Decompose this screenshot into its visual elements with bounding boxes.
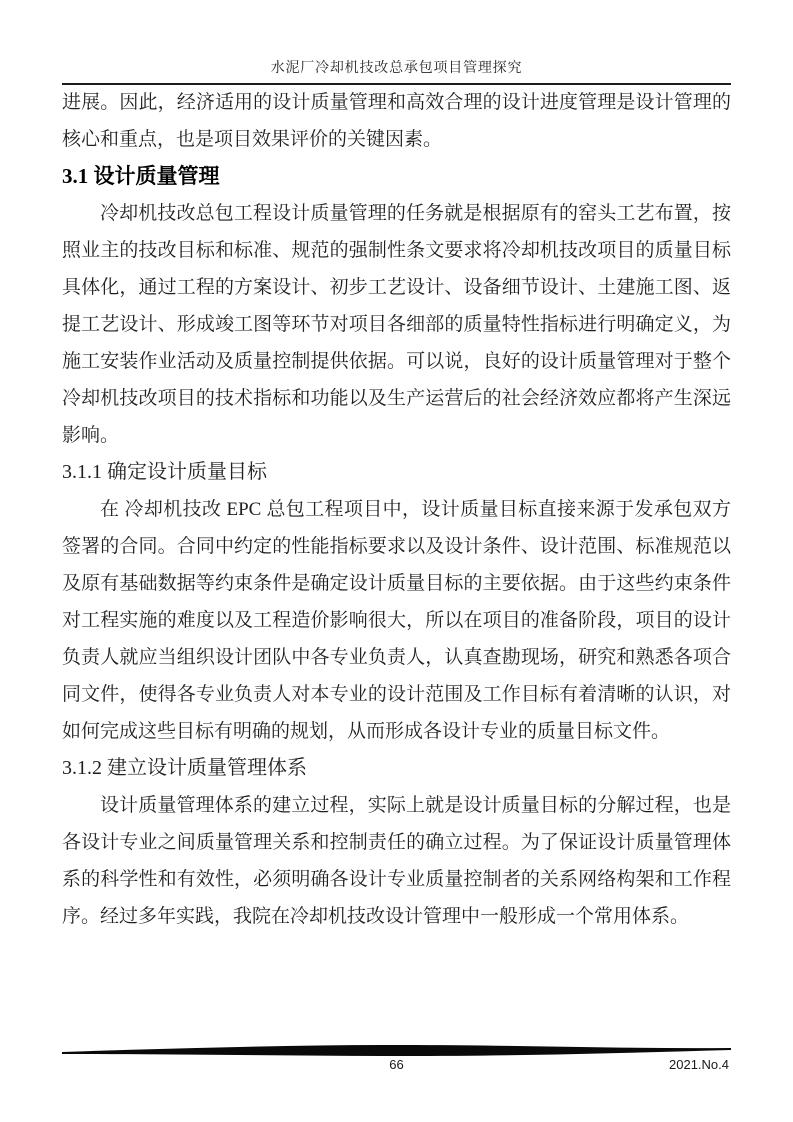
page-body: [62, 84, 731, 935]
paragraph-section-3-1: 冷却机技改总包工程设计质量管理的任务就是根据原有的窑头工艺布置，按照业主的技改目标和标准、规范的强制性条文要求将冷却机技改项目的质量目标具体化，通过工程的方案设计、初步工艺设计、设备细节设计、土建施工图、返提工艺设计、形成竣工图等环节对项目各细部的质量特性指标进行明确定义，为施工安装作业活动及质量控制提供依据。可以说，良好的设计质量管理对于整个冷却机技改项目的技术指标和功能以及生产运营后的社会经济效应都将产生深远影响。: [62, 203, 731, 446]
paragraph-section-3-1-1: 在 冷却机技改 EPC 总包工程项目中，设计质量目标直接来源于发承包双方签署的合同。合同中约定的性能指标要求以及设计条件、设计范围、标准规范以及原有基础数据等约束条件是确定设计质量目标的主要依据。由于这些约束条件对工程实施的难度以及工程造价影响很大，所以在项目的准备阶段，项目的设计负责人就应当组织设计团队中各专业负责人，认真查勘现场，研究和熟悉各项合同文件，使得各专业负责人对本专业的设计范围及工作目标有着清晰的认识，对如何完成这些目标有明确的规划，从而形成各设计专业的质量目标文件。: [62, 499, 731, 742]
subsection-heading-3-1-2: 3.1.2 建立设计质量管理体系: [62, 757, 307, 779]
subsection-heading-3-1-1: 3.1.1 确定设计质量目标: [62, 461, 267, 483]
page-number: 66: [389, 1057, 404, 1072]
issue-number: 2021.No.4: [669, 1057, 729, 1072]
paragraph-section-3-1-2: 设计质量管理体系的建立过程，实际上就是设计质量目标的分解过程，也是各设计专业之间质量管理关系和控制责任的确立过程。为了保证设计质量管理体系的科学性和有效性，必须明确各设计专业质量控制者的关系网络构架和工作程序。经过多年实践，我院在冷却机技改设计管理中一般形成一个常用体系。: [62, 795, 731, 927]
running-header-title: 水泥厂冷却机技改总承包项目管理探究: [270, 61, 523, 76]
footer-rule: [62, 1044, 731, 1058]
footer: [62, 1057, 731, 1075]
section-heading-3-1: 3.1 设计质量管理: [62, 164, 220, 188]
continuation-paragraph: 进展。因此，经济适用的设计质量管理和高效合理的设计进度管理是设计管理的核心和重点，也是项目效果评价的关键因素。: [62, 92, 731, 150]
